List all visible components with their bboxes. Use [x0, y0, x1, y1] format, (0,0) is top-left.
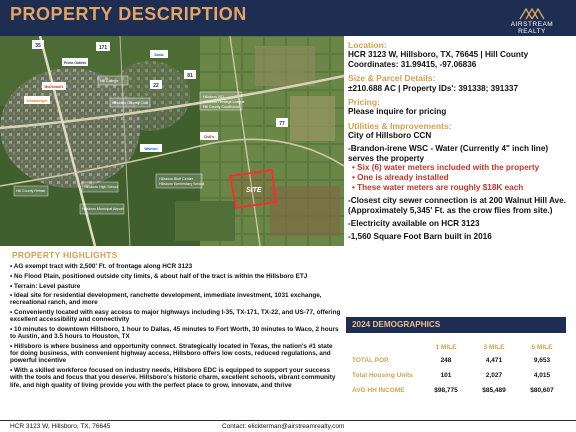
table-cell: 248 — [440, 357, 452, 364]
row-label: Total Housing Units — [352, 372, 413, 379]
map-label: Hillsboro Elementary School — [159, 182, 205, 186]
water-point: • One is already installed — [352, 172, 449, 182]
airstream-logo-icon — [512, 6, 552, 20]
size-details: ±210.688 AC | Property IDs': 391338; 391337 — [348, 83, 519, 93]
utilities-barn: -1,560 Square Foot Barn built in 2016 — [348, 232, 492, 242]
highlight-item: • Hillsboro is where business and opportunity connect. Strategically located in Texas, the nation's #1 state for doing business, with convenient highway access, Hillsboro offers low costs, reduced regulations, and powerful incentive — [10, 343, 342, 365]
aerial-map-image — [0, 36, 344, 246]
utilities-water: -Brandon-irene WSC - Water (Currently 4" inch line) serves the property — [348, 143, 549, 163]
demographics-panel — [346, 317, 566, 412]
table-header: 1 MILE — [435, 343, 457, 351]
highlight-item: • Conveniently located with easy access to major highways including I-35, TX-171, TX-22, and US-77, offering excellent accessibility and connectivity — [10, 309, 342, 323]
table-header: 5 MILE — [531, 343, 553, 351]
svg-text:171: 171 — [98, 45, 108, 51]
svg-text:81: 81 — [187, 73, 193, 79]
highlight-item: • Ideal site for residential development, ranchette development, immediate investment, 1031 exchange, recreational ranch, and more — [10, 292, 342, 306]
map-brand: Prime Outlets — [63, 61, 87, 65]
map-label: Hillsboro Bluff Center — [159, 177, 193, 181]
table-cell: 9,653 — [533, 357, 551, 364]
map-label: Hill College — [100, 79, 119, 83]
table-cell: 2,027 — [485, 372, 503, 379]
header-bar — [0, 0, 576, 36]
svg-text:35: 35 — [35, 43, 41, 49]
table-cell: 4,471 — [485, 357, 503, 364]
demographics-title: 2024 DEMOGRAPHICS — [346, 317, 566, 333]
table-row — [346, 383, 566, 398]
highlight-item: • 10 minutes to downtown Hillsboro, 1 hour to Dallas, 45 minutes to Fort Worth, 30 minutes to Waco, 2 hours to Austin, and 3.5 hours to Houston, TX — [10, 326, 342, 340]
table-cell: 4,015 — [533, 372, 551, 379]
map-label: Hillsboro ISD — [203, 95, 224, 99]
utilities-city: City of Hillsboro CCN — [348, 131, 432, 141]
map-brand: Walmart — [144, 147, 158, 151]
svg-text:22: 22 — [153, 83, 159, 89]
property-details — [348, 40, 574, 242]
table-cell: $80,607 — [530, 387, 554, 394]
svg-text:77: 77 — [279, 121, 285, 127]
row-label: AVG HH INCOME — [352, 387, 405, 394]
footer-contact[interactable]: Contact: elickterman@airstreamrealty.com — [222, 423, 345, 430]
site-label: SITE — [246, 187, 262, 194]
table-header: 3 MILE — [483, 343, 505, 351]
water-point: • Six (6) water meters included with the property — [352, 163, 540, 173]
table-row — [346, 353, 566, 368]
location-coordinates: Coordinates: 31.99415, -97.06836 — [348, 59, 477, 69]
map-brand: Chili's — [203, 135, 215, 139]
page-title: PROPERTY DESCRIPTION — [10, 4, 247, 24]
table-cell: 101 — [440, 372, 452, 379]
utilities-electric: -Electricity available on HCR 3123 — [348, 218, 480, 228]
size-label: Size & Parcel Details: — [348, 73, 436, 84]
highlights-title: PROPERTY HIGHLIGHTS — [12, 250, 118, 260]
table-cell: $85,489 — [482, 387, 506, 394]
map-label: Hillsboro Heritage League — [203, 100, 245, 104]
utilities-sewer: -Closest city sewer connection is at 200 Walnut Hill Ave. (Approximately 5,345' Ft. as the crow flies from site.) — [348, 196, 566, 215]
demographics-table — [346, 341, 566, 398]
table-header — [346, 341, 422, 353]
highlight-item: • No Flood Plain, positioned outside city limits, & about half of the tract is within the Hillsboro ETJ — [10, 273, 342, 280]
location-address: HCR 3123 W, Hillsboro, TX, 76645 | Hill County — [348, 50, 529, 60]
highlight-item: • AG exempt tract with 2,500' Ft. of frontage along HCR 3123 — [10, 263, 342, 270]
pricing-value: Please inquire for pricing — [348, 107, 447, 117]
map-brand: McDonald's — [44, 85, 64, 89]
table-cell: $98,775 — [434, 387, 458, 394]
map-label: Hillsboro Municipal Airport — [82, 207, 124, 211]
company-logo — [496, 6, 568, 35]
water-point: • These water meters are roughly $18K each — [352, 182, 524, 192]
footer-address: HCR 3123 W, Hillsboro, TX, 76645 — [10, 423, 111, 430]
highlights-list — [10, 263, 342, 391]
map-label: Hillsboro Country Club — [112, 101, 148, 105]
highlight-item: • With a skilled workforce focused on industry needs, Hillsboro EDC is equipped to support your success with the tools and focus that you deserve. Hillsboro's historic charm, excellent schools, vibrant community life, and high quality of living provide you with the perfect place to grow, innovate, and thrive — [10, 367, 342, 389]
map-label: Hillsboro High School — [84, 185, 119, 189]
table-row — [346, 368, 566, 383]
map-label: Hill County Rehab — [16, 189, 45, 193]
logo-text: AIRSTREAM REALTY — [510, 21, 554, 35]
map-label: Hill County Courthouse — [203, 105, 240, 109]
utilities-label: Utilities & Improvements: — [348, 121, 452, 132]
row-label: TOTAL POP. — [352, 357, 390, 364]
aerial-map — [0, 36, 344, 246]
map-brand: Sonic — [154, 53, 164, 57]
map-brand: Whataburger — [26, 99, 48, 103]
highlight-item: • Terrain: Level pasture — [10, 283, 342, 290]
location-label: Location: — [348, 40, 387, 50]
footer — [0, 420, 576, 432]
pricing-label: Pricing: — [348, 97, 380, 108]
